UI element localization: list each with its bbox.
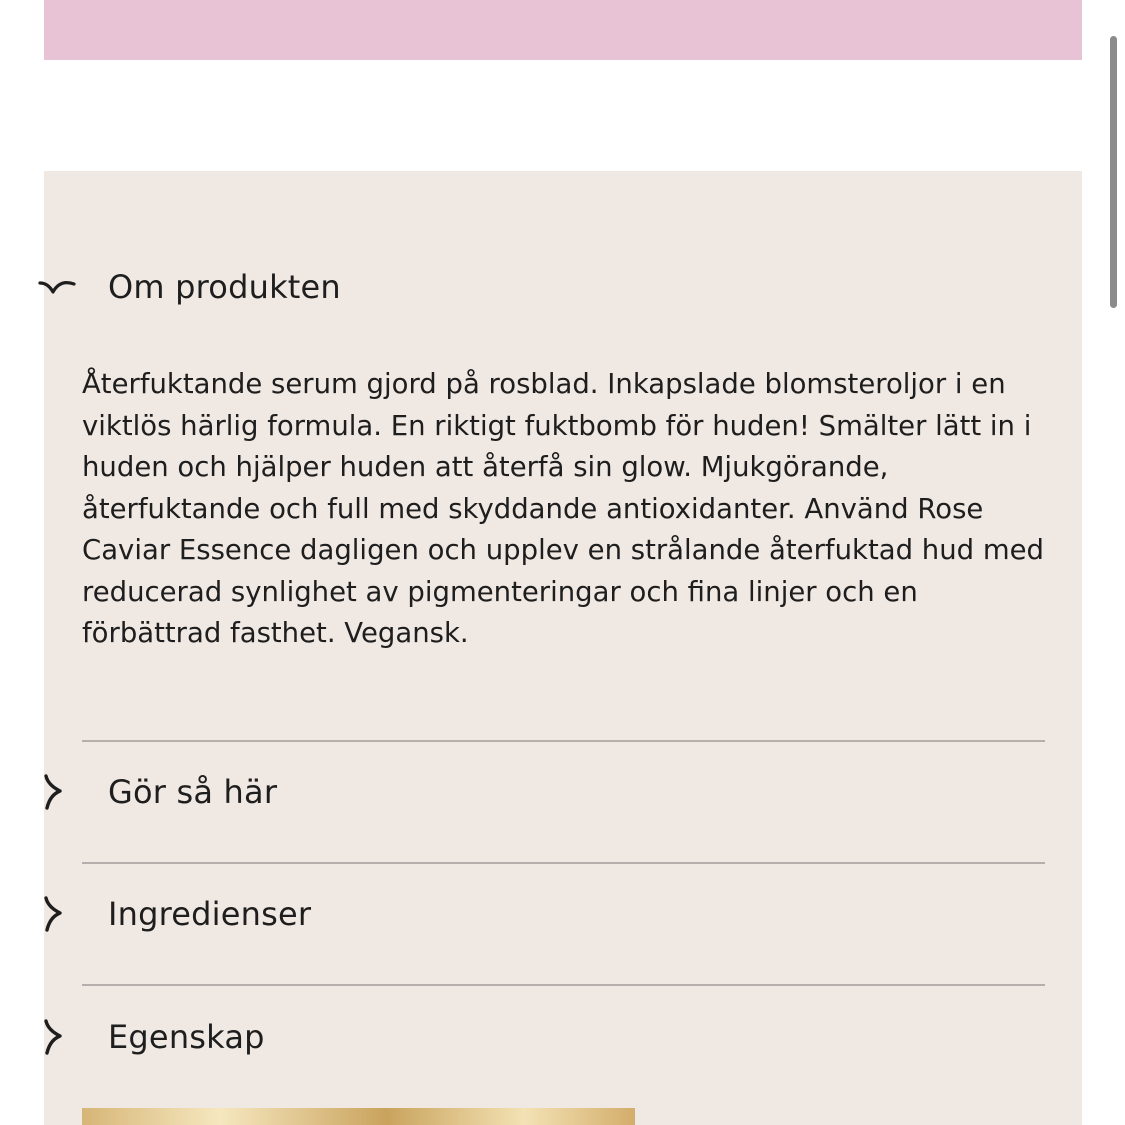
chevron-right-icon xyxy=(38,772,78,812)
accordion-header-ingredienser[interactable] xyxy=(38,889,311,939)
accordion-header-gor-sa-har[interactable] xyxy=(38,767,277,817)
accordion-title: Gör så här xyxy=(108,773,278,811)
chevron-down-icon xyxy=(38,267,78,307)
accordion-title: Egenskap xyxy=(108,1018,265,1056)
accordion-title: Om produkten xyxy=(108,268,341,306)
scrollbar[interactable] xyxy=(1110,36,1117,308)
accordion-header-egenskap[interactable] xyxy=(38,1012,265,1062)
divider xyxy=(82,740,1045,742)
chevron-right-icon xyxy=(38,1017,78,1057)
accordion-header-om-produkten[interactable] xyxy=(38,262,341,312)
divider xyxy=(82,862,1045,864)
accordion-title: Ingredienser xyxy=(108,895,312,933)
chevron-right-icon xyxy=(38,894,78,934)
product-description: Återfuktande serum gjord på rosblad. Inkapslade blomsteroljor i en viktlös härlig formula. En riktigt fuktbomb för huden! Smälter lätt in i huden och hjälper huden att återfå sin glow. Mjukgörande, återfuktande och full med skyddande antioxidanter. Använd Rose Caviar Essence dagligen och upplev en strålande återfuktad hud med reducerad synlighet av pigmenteringar och fina linjer och en förbättrad fasthet. Vegansk. xyxy=(82,368,1044,649)
divider xyxy=(82,984,1045,986)
top-banner xyxy=(44,0,1082,60)
gold-banner-strip xyxy=(82,1108,635,1125)
